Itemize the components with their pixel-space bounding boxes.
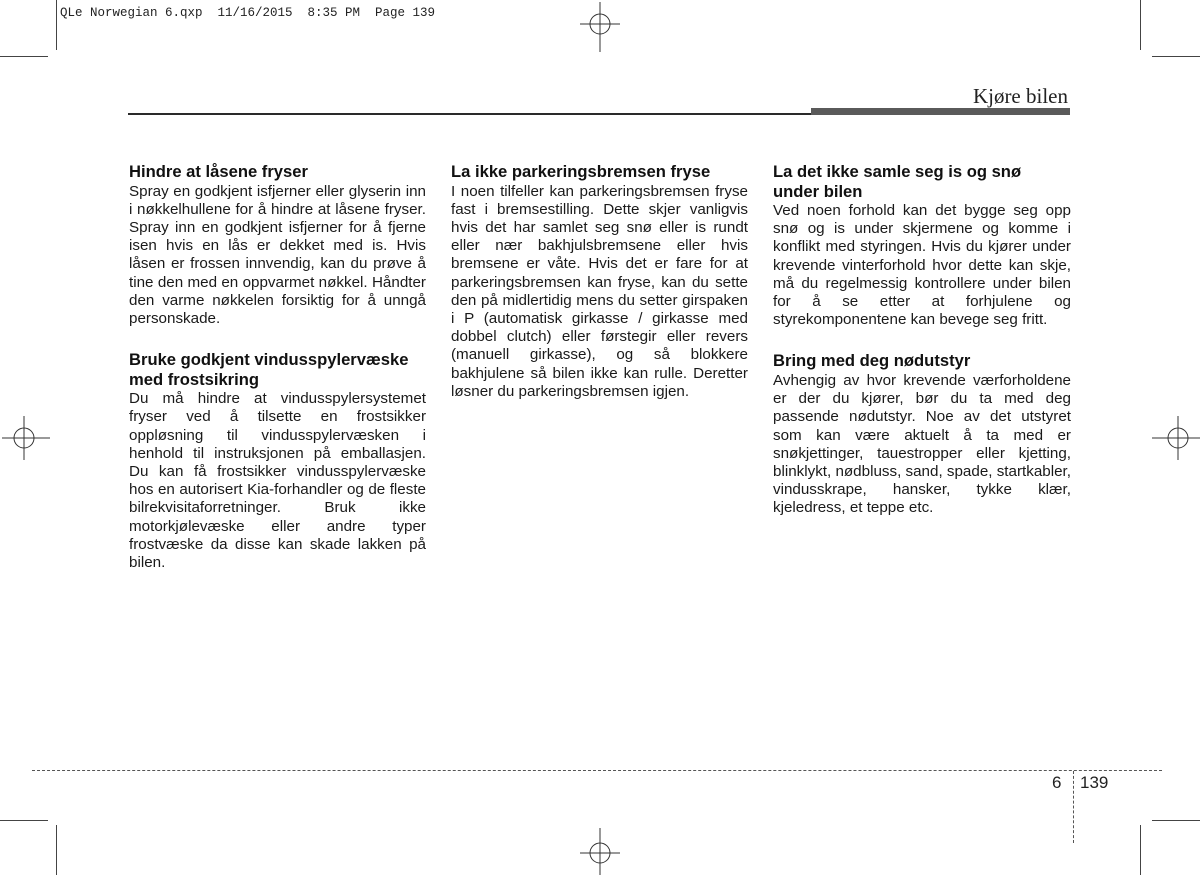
crop-mark-top-right-horizontal [1152, 56, 1200, 57]
section-prevent-frozen-locks [129, 162, 426, 328]
section-heading: La ikke parkeringsbremsen fryse [451, 162, 711, 181]
section-body: Spray en godkjent isfjerner eller glyserin inn i nøkkelhullene for å hindre at låsene fryser. Spray inn en godkjent isfjerner for å fjerne isen hvis en lås er dekket med is. Hvis låsen er frossen innvendig, kan du prøve å tine den med en oppvarmet nøkkel. Håndter den varme nøkkelen forsiktig for å unngå personskade. [129, 182, 426, 327]
print-slug: QLe Norwegian 6.qxp 11/16/2015 8:35 PM Page 139 [60, 6, 436, 20]
chapter-title: Kjøre bilen [972, 84, 1068, 108]
header-bar [811, 108, 1070, 115]
crop-mark-bottom-left-horizontal [0, 820, 48, 821]
crop-mark-bottom-right-horizontal [1152, 820, 1200, 821]
footer-dashed-divider [1073, 771, 1074, 843]
registration-mark-top-icon [574, 2, 626, 52]
header-rule [128, 113, 811, 115]
section-heading: Bring med deg nødutstyr [773, 351, 971, 371]
registration-mark-bottom-icon [574, 826, 626, 875]
section-heading: Hindre at låsene fryser [129, 162, 308, 181]
section-body: Avhengig av hvor krevende værforholdene er der du kjører, bør du ta med deg passende nødutstyr. Noe av det utstyret som kan være aktuelt å ta med er snøkjettinger, tauestropper eller kjetting, blinklykt, nødbluss, sand, spade, startkabler, vindusskrape, hansker, tykke klær, kjeledress, et teppe etc. [773, 371, 1071, 517]
section-ice-under-car [773, 162, 1071, 329]
chapter-number: 6 [1052, 773, 1062, 792]
section-body: I noen tilfeller kan parkeringsbremsen fryse fast i bremsestilling. Dette skjer vanligvis hvis det har samlet seg snø eller is rundt eller nær bakhjulsbremsene eller hvis bremsene er våte. Hvis det er fare for at parkeringsbremsen kan fryse, kan du sette den på midlertidig mens du setter girspaken i P (automatisk girkasse / girkasse med dobbel clutch) eller førstegir eller revers (manuell girkasse), og så blokkere bakhjulene så bilen ikke kan rulle. Deretter løsner du parkeringsbremsen igjen. [451, 182, 748, 400]
section-heading: Bruke godkjent vindusspylervæske med frostsikring [129, 350, 409, 389]
page-number: 139 [1080, 773, 1109, 792]
crop-mark-top-left-horizontal [0, 56, 48, 57]
section-body: Ved noen forhold kan det bygge seg opp snø og is under skjermene og komme i konflikt med styringen. Hvis du kjører under krevende vinterforhold hvor dette kan skje, må du regelmessig kontrollere under bilen for å se etter at forhjulene og styrekomponentene kan bevege seg fritt. [773, 202, 1071, 329]
registration-mark-left-icon [2, 412, 52, 464]
section-emergency-equipment [773, 351, 1071, 517]
registration-mark-right-icon [1150, 412, 1200, 464]
section-heading: La det ikke samle seg is og snø under bilen [773, 162, 1022, 201]
section-parking-brake [451, 162, 748, 401]
text-column-1 [129, 162, 426, 572]
crop-mark-bottom-right-vertical [1140, 825, 1141, 875]
section-washer-fluid [129, 350, 426, 572]
crop-mark-top-left-vertical [56, 0, 57, 50]
section-body: Du må hindre at vindusspylersystemet fryser ved å tilsette en frostsikker oppløsning til vindusspylervæsken i henhold til instruksjonen på emballasjen. Du kan få frostsikker vindusspylervæske hos en autorisert Kia-forhandler og de fleste bilrekvisitaforretninger. Bruk ikke motorkjølevæske eller andre typer frostvæske da disse kan skade lakken på bilen. [129, 390, 426, 571]
crop-mark-top-right-vertical [1140, 0, 1141, 50]
footer-dashed-rule [32, 770, 1162, 771]
text-column-2 [451, 162, 748, 401]
crop-mark-bottom-left-vertical [56, 825, 57, 875]
text-column-3 [773, 162, 1071, 518]
